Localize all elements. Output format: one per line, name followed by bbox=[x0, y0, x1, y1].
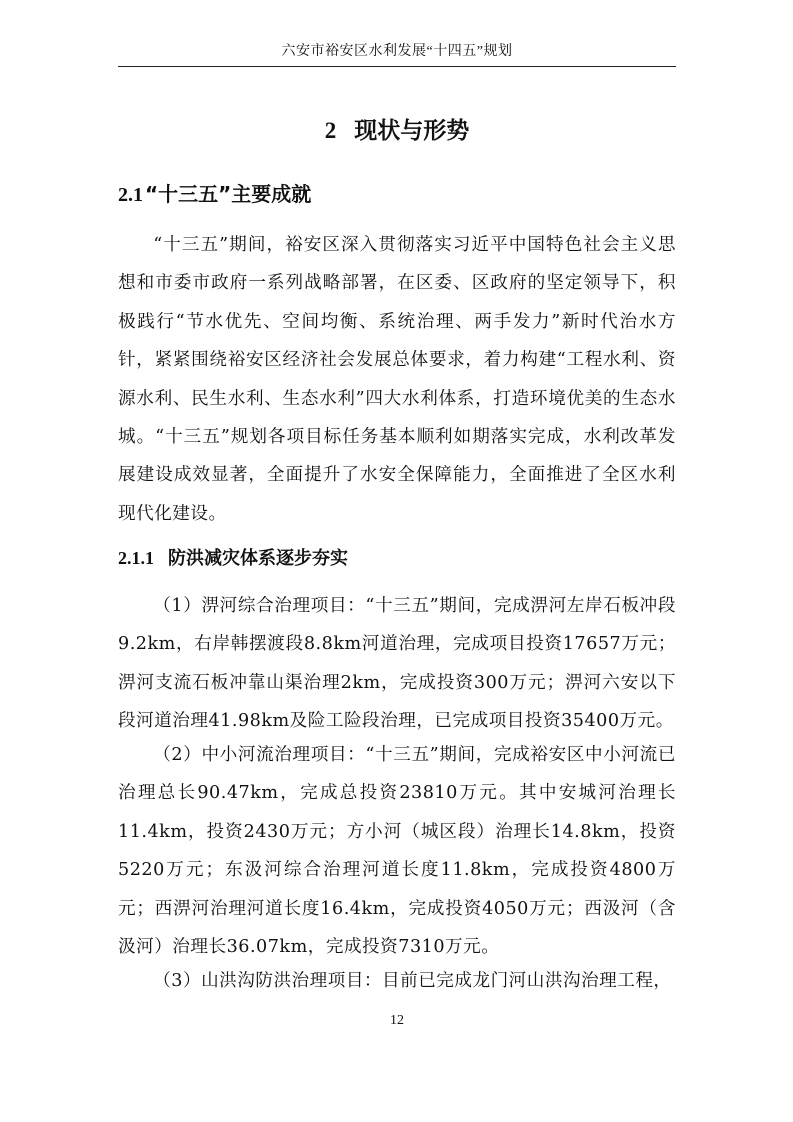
subsection-number: 2.1.1 bbox=[118, 548, 154, 568]
subsection-title bbox=[118, 544, 348, 570]
paragraph-item-2: （2）中小河流治理项目：“十三五”期间，完成裕安区中小河流已治理总长90.47km，完成总投资23810万元。其中安城河治理长11.4km，投资2430万元；方小河（城区段）治理长14.8km，投资5220万元；东汲河综合治理河道长度11.8km，完成投资4800万元；西淠河治理河道长度16.4km，完成投资4050万元；西汲河（含汲河）治理长36.07km，完成投资7310万元。 bbox=[118, 745, 676, 958]
intro-paragraph: “十三五”期间，裕安区深入贯彻落实习近平中国特色社会主义思想和市委市政府一系列战略部署，在区委、区政府的坚定领导下，积极践行“节水优先、空间均衡、系统治理、两手发力”新时代治水方针，紧紧围绕裕安区经济社会发展总体要求，着力构建“工程水利、资源水利、民生水利、生态水利”四大水利体系，打造环境优美的生态水城。“十三五”规划各项目标任务基本顺利如期落实完成，水利改革发展建设成效显著，全面提升了水安全保障能力，全面推进了全区水利现代化建设。 bbox=[118, 235, 676, 524]
page-number: 12 bbox=[390, 1013, 404, 1028]
subsection-title-text: 防洪减灾体系逐步夯实 bbox=[168, 548, 348, 569]
section-title-text: “十三五”主要成就 bbox=[145, 182, 312, 206]
paragraph-item-1: （1）淠河综合治理项目：“十三五”期间，完成淠河左岸石板冲段9.2km，右岸韩摆渡段8.8km河道治理，完成项目投资17657万元；淠河支流石板冲靠山渠治理2km，完成投资300万元；淠河六安以下段河道治理41.98km及险工险段治理，已完成项目投资35400万元。 bbox=[118, 596, 676, 732]
paragraph-item-3: （3）山洪沟防洪治理项目：目前已完成龙门河山洪沟治理工程， bbox=[153, 971, 672, 991]
running-header: 六安市裕安区水利发展“十四五”规划 bbox=[281, 44, 513, 59]
section-number: 2.1 bbox=[118, 184, 143, 206]
header-divider bbox=[118, 66, 676, 67]
section-title bbox=[118, 178, 311, 207]
chapter-title bbox=[118, 112, 676, 145]
chapter-number: 2 bbox=[324, 118, 337, 143]
chapter-title-text: 现状与形势 bbox=[354, 118, 470, 144]
